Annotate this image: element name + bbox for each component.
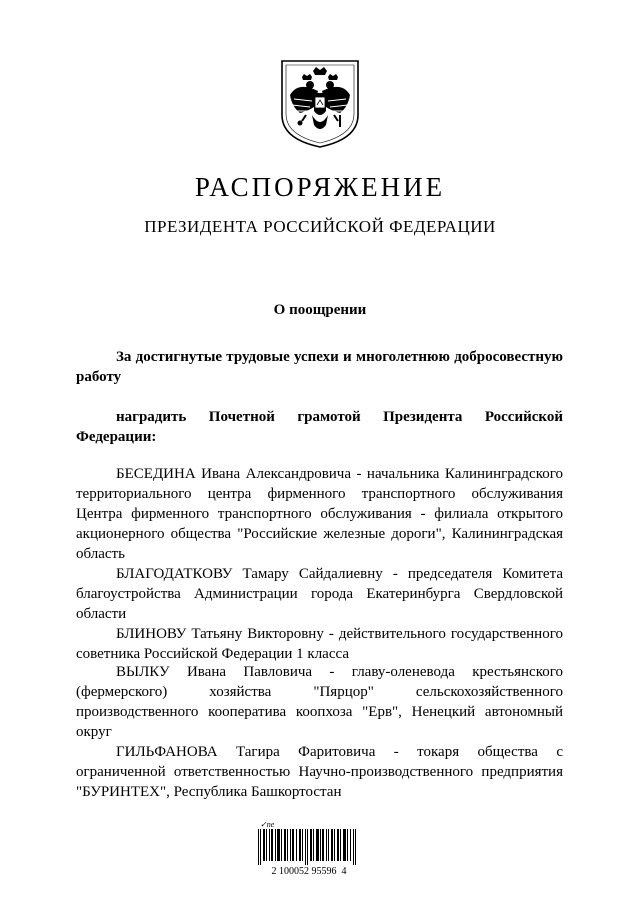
document-subtitle: ПРЕЗИДЕНТА РОССИЙСКОЙ ФЕДЕРАЦИИ bbox=[144, 217, 496, 236]
barcode-icon bbox=[258, 829, 358, 865]
decision-paragraph: наградить Почетной грамотой Президента Российской Федерации: bbox=[76, 409, 563, 445]
russian-coat-of-arms-icon bbox=[278, 55, 362, 149]
barcode-mark: ✓ne bbox=[260, 820, 275, 829]
awardee-paragraph: ГИЛЬФАНОВА Тагира Фаритовича - токаря общества с ограниченной ответственностью Научно-производственного предприятия "БУРИНТЕХ", Республика Башкортостан bbox=[76, 744, 563, 800]
awardee-paragraph: ВЫЛКУ Ивана Павловича - главу-оленевода крестьянского (фермерского) хозяйства "Пярцор" сельскохозяйственного производственного кооператива коопхоза "Ерв", Ненецкий автономный округ bbox=[76, 664, 563, 740]
document-title: РАСПОРЯЖЕНИЕ bbox=[194, 172, 446, 202]
barcode-number: 2 100052 95596 4 bbox=[271, 866, 347, 877]
preamble-paragraph: За достигнутые трудовые успехи и многолетнюю добросовестную работу bbox=[76, 349, 563, 385]
document-subject: О поощрении bbox=[273, 302, 367, 318]
awardee-paragraph: БЛАГОДАТКОВУ Тамару Сайдалиевну - председателя Комитета благоустройства Администрации города Екатеринбурга Свердловской области bbox=[76, 566, 563, 622]
barcode bbox=[254, 820, 364, 880]
awardee-paragraph: БЕСЕДИНА Ивана Александровича - начальника Калининградского территориального центра фирменного транспортного обслуживания Центра фирменного транспортного обслуживания - филиала открытого акционерного общества "Российские железные дороги", Калининградская область bbox=[76, 466, 563, 562]
awardee-paragraph: БЛИНОВУ Татьяну Викторовну - действительного государственного советника Российской Федерации 1 класса bbox=[76, 626, 563, 662]
